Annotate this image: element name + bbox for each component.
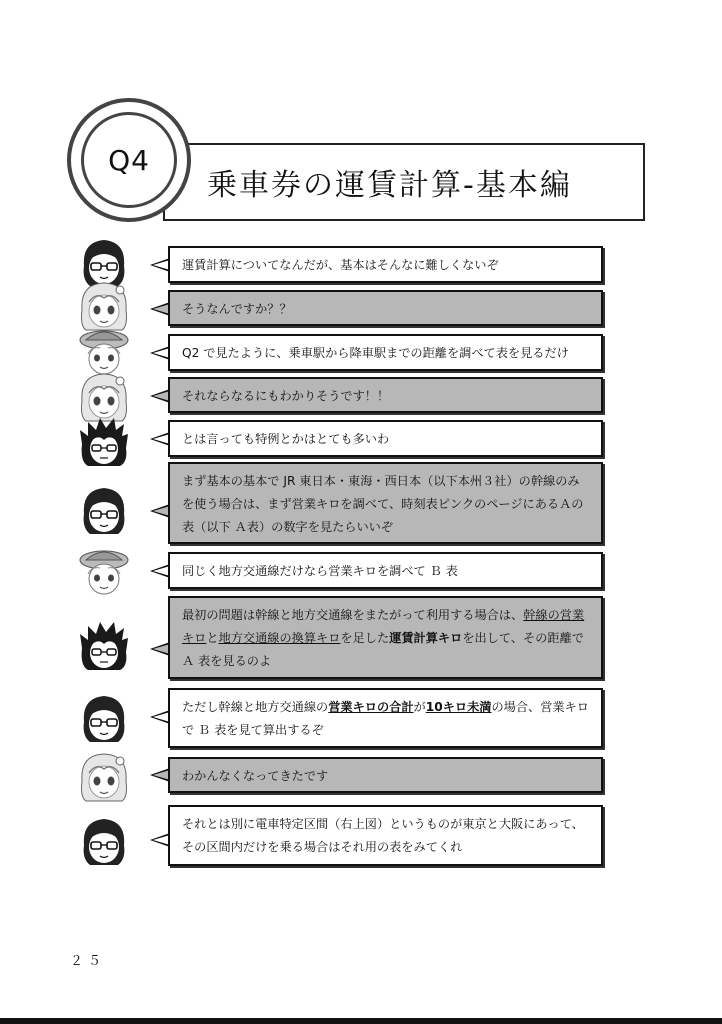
speech-bubble: [168, 688, 603, 748]
speech-text: とは言っても特例とかはとても多いわ: [182, 432, 390, 446]
speech-text: Q2 で見たように、乗車駅から降車駅までの距離を調べて表を見るだけ: [182, 346, 569, 360]
underlined-term: 営業キロの合計: [328, 700, 414, 714]
speech-text: それとは別に電車特定区間（右上図）というものが東京と大阪にあって、その区間内だけを乗る場合はそれ用の表をみてくれ: [182, 817, 584, 854]
speech-text-part: を出して、その距離で Ａ 表を見るのよ: [182, 631, 584, 668]
speech-bubble: [168, 757, 603, 793]
speech-text-part: ただし幹線と地方交通線の: [182, 700, 329, 714]
speech-bubble: [168, 420, 603, 457]
title-box: [163, 143, 645, 221]
page-number: ２５: [70, 954, 107, 969]
speech-bubble: [168, 805, 603, 866]
speech-text: それならなるにもわかりそうです！！: [182, 389, 390, 403]
underlined-term: 10キロ未満: [425, 700, 492, 714]
speech-text-part: が: [413, 700, 426, 714]
speech-text-part: と: [206, 631, 219, 645]
speech-text-part: を足した: [340, 631, 390, 645]
avatar-light-hair-girl: [78, 280, 130, 332]
underlined-term: 地方交通線の換算キロ: [218, 631, 341, 645]
avatar-light-hair-girl: [78, 751, 130, 803]
speech-text: 運賃計算についてなんだが、基本はそんなに難しくないぞ: [182, 258, 499, 272]
avatar-spiky-hair-girl: [78, 416, 130, 468]
speech-bubble: [168, 334, 603, 371]
speech-bubble: [168, 290, 603, 326]
speech-bubble: [168, 462, 603, 544]
avatar-glasses-girl: [78, 692, 130, 744]
speech-text: まず基本の基本で JR 東日本・東海・西日本（以下本州３社）の幹線のみを使う場合は、まず営業キロを調べて、時刻表ピンクのページにあるＡの表（以下 Ａ表）の数字を見たらいいぞ: [182, 474, 584, 534]
bottom-rule: [0, 1018, 722, 1024]
speech-text: わかんなくなってきたです: [182, 769, 329, 783]
avatar-hat-girl: [78, 546, 130, 598]
speech-text-part: の場合、営業キロで Ｂ 表を見て算出するぞ: [182, 700, 589, 737]
underlined-term: 幹線の営業キロ: [182, 608, 585, 645]
speech-text: そうなんですか？？: [182, 302, 292, 316]
page-title: 乗車券の運賃計算-基本編: [207, 168, 572, 203]
avatar-glasses-girl: [78, 815, 130, 867]
question-badge-inner: [81, 112, 177, 208]
speech-bubble: [168, 552, 603, 589]
speech-bubble: [168, 246, 603, 283]
question-badge: [67, 98, 191, 222]
question-number: Q4: [108, 143, 150, 177]
avatar-glasses-girl: [78, 484, 130, 536]
speech-bubble: [168, 377, 603, 413]
speech-bubble: [168, 596, 603, 679]
speech-text: 同じく地方交通線だけなら営業キロを調べて Ｂ 表: [182, 564, 458, 578]
speech-text-part: 最初の問題は幹線と地方交通線をまたがって利用する場合は、: [182, 608, 524, 622]
avatar-spiky-hair-girl: [78, 620, 130, 672]
bold-term: 運賃計算キロ: [389, 631, 463, 645]
